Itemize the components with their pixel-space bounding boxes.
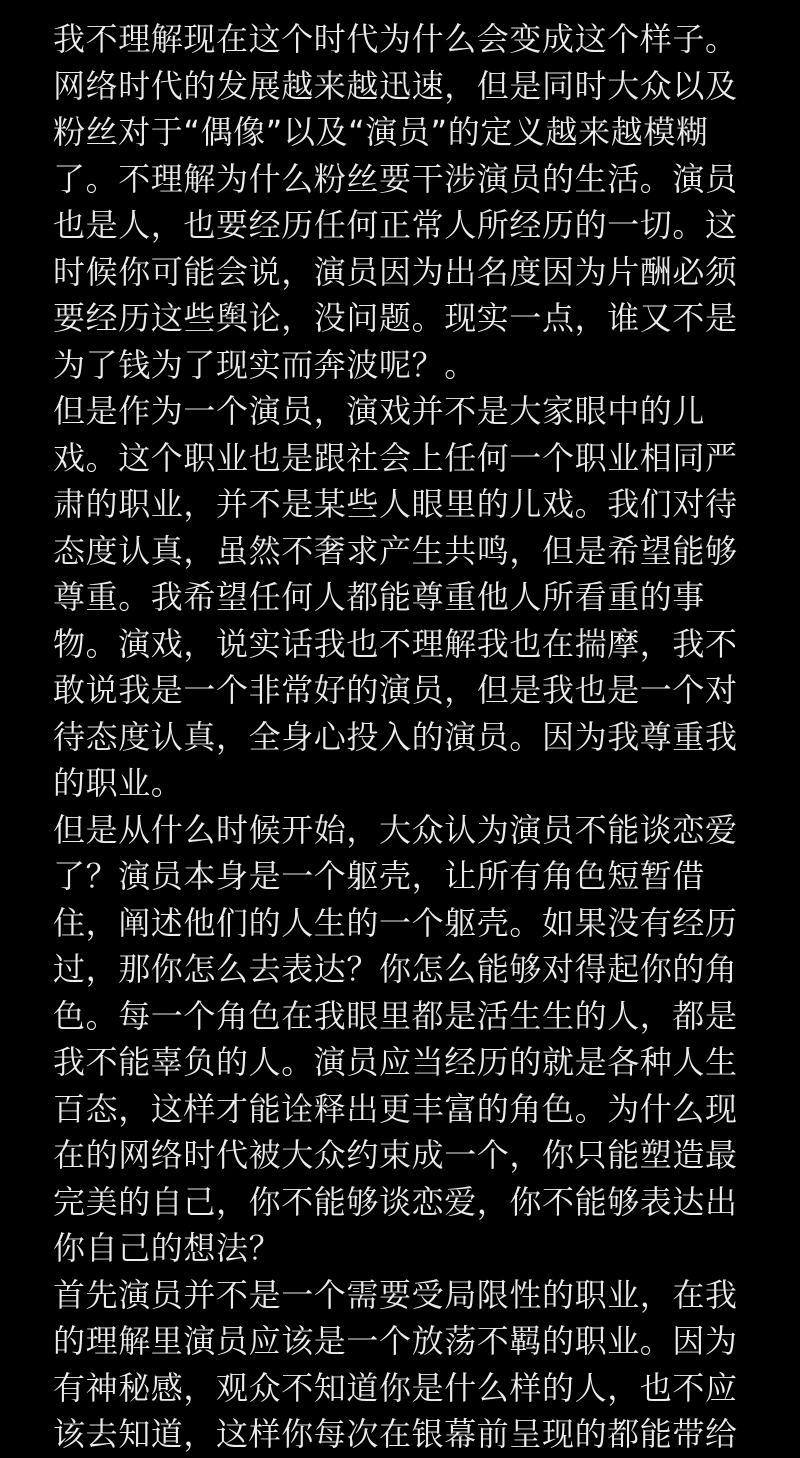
text-line: 物。演戏，说实话我也不理解我也在揣摩，我不	[53, 624, 738, 663]
text-line: 住，阐述他们的人生的一个躯壳。如果没有经历	[53, 903, 738, 942]
text-line: 为了钱为了现实而奔波呢？。	[53, 345, 477, 384]
text-line: 在的网络时代被大众约束成一个，你只能塑造最	[53, 1136, 738, 1174]
text-line: 百态，这样才能诠释出更丰富的角色。为什么现	[53, 1089, 738, 1128]
text-line: 你自己的想法？	[53, 1229, 282, 1267]
text-line: 网络时代的发展越来越迅速，但是同时大众以及	[53, 66, 738, 105]
text-line: 我不能辜负的人。演员应当经历的就是各种人生	[53, 1043, 738, 1081]
text-line: 了。不理解为什么粉丝要干涉演员的生活。演员	[53, 159, 738, 198]
text-line: 但是作为一个演员，演戏并不是大家眼中的儿	[53, 392, 706, 430]
text-line: 敢说我是一个非常好的演员，但是我也是一个对	[53, 671, 738, 709]
text-line: 尊重。我希望任何人都能尊重他人所看重的事	[53, 578, 706, 616]
text-line: 首先演员并不是一个需要受局限性的职业，在我	[53, 1275, 738, 1314]
text-line: 的职业。	[53, 764, 184, 802]
text-line: 有神秘感，观众不知道你是什么样的人，也不应	[53, 1368, 738, 1407]
text-line: 了？演员本身是一个躯壳，让所有角色短暂借	[53, 857, 706, 895]
text-line: 但是从什么时候开始，大众认为演员不能谈恋爱	[53, 810, 738, 849]
text-line: 肃的职业，并不是某些人眼里的儿戏。我们对待	[53, 485, 738, 523]
text-line: 我不理解现在这个时代为什么会变成这个样子。	[53, 20, 738, 58]
text-line: 也是人，也要经历任何正常人所经历的一切。这	[53, 206, 738, 244]
text-line: 色。每一个角色在我眼里都是活生生的人，都是	[53, 996, 738, 1035]
text-line: 过，那你怎么去表达？你怎么能够对得起你的角	[53, 950, 738, 988]
text-line: 要经历这些舆论，没问题。现实一点，谁又不是	[53, 299, 738, 337]
text-line: 态度认真，虽然不奢求产生共鸣，但是希望能够	[53, 531, 738, 570]
text-line: 待态度认真，全身心投入的演员。因为我尊重我	[53, 717, 738, 756]
text-line: 粉丝对于“偶像”以及“演员”的定义越来越模糊	[53, 113, 709, 151]
text-line: 完美的自己，你不能够谈恋爱，你不能够表达出	[53, 1182, 738, 1221]
text-line: 时候你可能会说，演员因为出名度因为片酬必须	[53, 252, 738, 291]
text-line: 戏。这个职业也是跟社会上任何一个职业相同严	[53, 438, 738, 477]
text-line: 的理解里演员应该是一个放荡不羁的职业。因为	[53, 1322, 738, 1360]
text-line: 该去知道，这样你每次在银幕前呈现的都能带给	[53, 1415, 738, 1453]
note-text-body	[53, 16, 753, 1458]
